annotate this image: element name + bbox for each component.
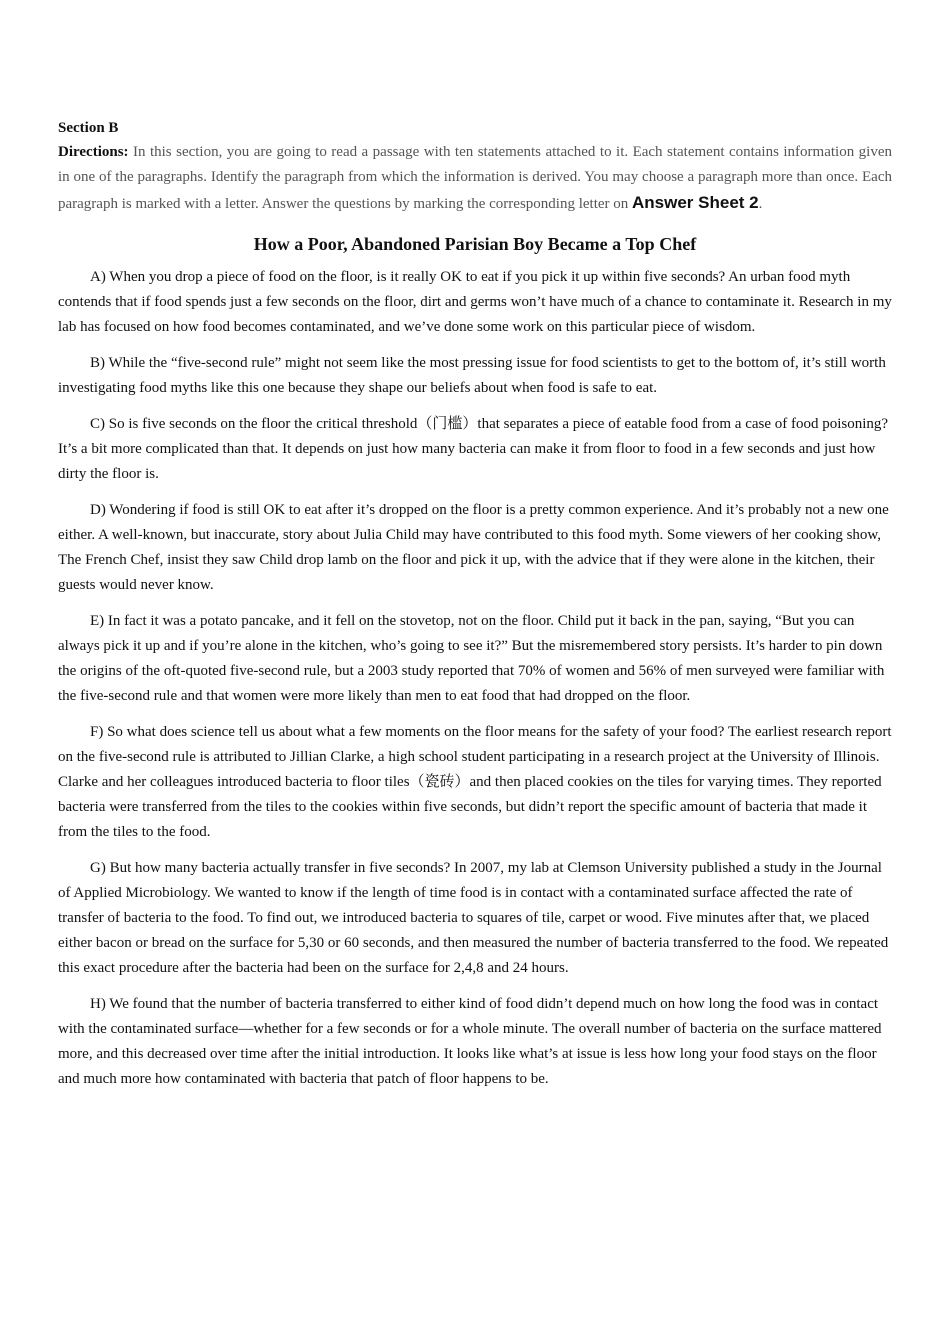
paragraph-b: B) While the “five-second rule” might not seem like the most pressing issue for food scientists to get to the bottom of, it’s still worth investigating food myths like this one because they shape our beliefs about when food is safe to eat. xyxy=(58,355,886,396)
paragraph-a: A) When you drop a piece of food on the floor, is it really OK to eat if you pick it up within five seconds? An urban food myth contends that if food spends just a few seconds on the floor, dirt and germs won’t have much of a chance to contaminate it. Research in my lab has focused on how food becomes contaminated, and we’ve done some work on this particular piece of wisdom. xyxy=(58,269,892,335)
directions xyxy=(58,140,892,217)
directions-label: Directions: xyxy=(58,144,129,160)
section-heading: Section B xyxy=(58,120,119,136)
passage-title: How a Poor, Abandoned Parisian Boy Became a Top Chef xyxy=(253,234,697,254)
directions-period: . xyxy=(758,196,763,212)
paragraph-g: G) But how many bacteria actually transfer in five seconds? In 2007, my lab at Clemson University published a study in the Journal of Applied Microbiology. We wanted to know if the length of time food is in contact with a contaminated surface affected the rate of transfer of bacteria to the food. To find out, we introduced bacteria to squares of tile, carpet or wood. Five minutes after that, we placed either bacon or bread on the surface for 5,30 or 60 seconds, and then measured the number of bacteria transferred to the food. We repeated this exact procedure after the bacteria had been on the surface for 2,4,8 and 24 hours. xyxy=(58,860,889,976)
paragraph-d: D) Wondering if food is still OK to eat after it’s dropped on the floor is a pretty common experience. And it’s probably not a new one either. A well-known, but inaccurate, story about Julia Child may have contributed to this food myth. Some viewers of her cooking show, The French Chef, insist they saw Child drop lamb on the floor and pick it up, with the advice that if they were alone in the kitchen, their guests would never know. xyxy=(58,502,889,593)
paragraph-f: F) So what does science tell us about what a few moments on the floor means for the safety of your food? The earliest research report on the five-second rule is attributed to Jillian Clarke, a high school student participating in a research project at the University of Illinois. Clarke and her colleagues introduced bacteria to floor tiles（瓷砖）and then placed cookies on the tiles for varying times. They reported bacteria were transferred from the tiles to the cookies within five seconds, but didn’t report the specific amount of bacteria that made it from the tiles to the food. xyxy=(58,724,892,840)
answer-sheet-label: Answer Sheet 2 xyxy=(632,193,759,212)
directions-text: In this section, you are going to read a passage with ten statements attached to it. Each statement contains information given in one of the paragraphs. Identify the paragraph from which the information is derived. You may choose a paragraph more than once. Each paragraph is marked with a letter. Answer the questions by marking the corresponding letter on xyxy=(58,144,892,212)
paragraph-c: C) So is five seconds on the floor the critical threshold（门槛）that separates a piece of eatable food from a case of food poisoning? It’s a bit more complicated than that. It depends on just how many bacteria can make it from floor to food in a few seconds and just how dirty the floor is. xyxy=(58,416,889,482)
paragraph-h: H) We found that the number of bacteria transferred to either kind of food didn’t depend much on how long the food was in contact with the contaminated surface—whether for a few seconds or for a whole minute. The overall number of bacteria on the surface mattered more, and this decreased over time after the initial introduction. It looks like what’s at issue is less how long your food stays on the floor and much more how contaminated with bacteria that patch of floor happens to be. xyxy=(58,996,882,1087)
paragraph-e: E) In fact it was a potato pancake, and it fell on the stovetop, not on the floor. Child put it back in the pan, saying, “But you can always pick it up and if you’re alone in the kitchen, who’s going to see it?” But the misremembered story persists. It’s harder to pin down the origins of the oft-quoted five-second rule, but a 2003 study reported that 70% of women and 56% of men surveyed were familiar with the five-second rule and that women were more likely than men to eat food that had dropped on the floor. xyxy=(58,613,885,704)
exam-page xyxy=(58,116,892,1103)
